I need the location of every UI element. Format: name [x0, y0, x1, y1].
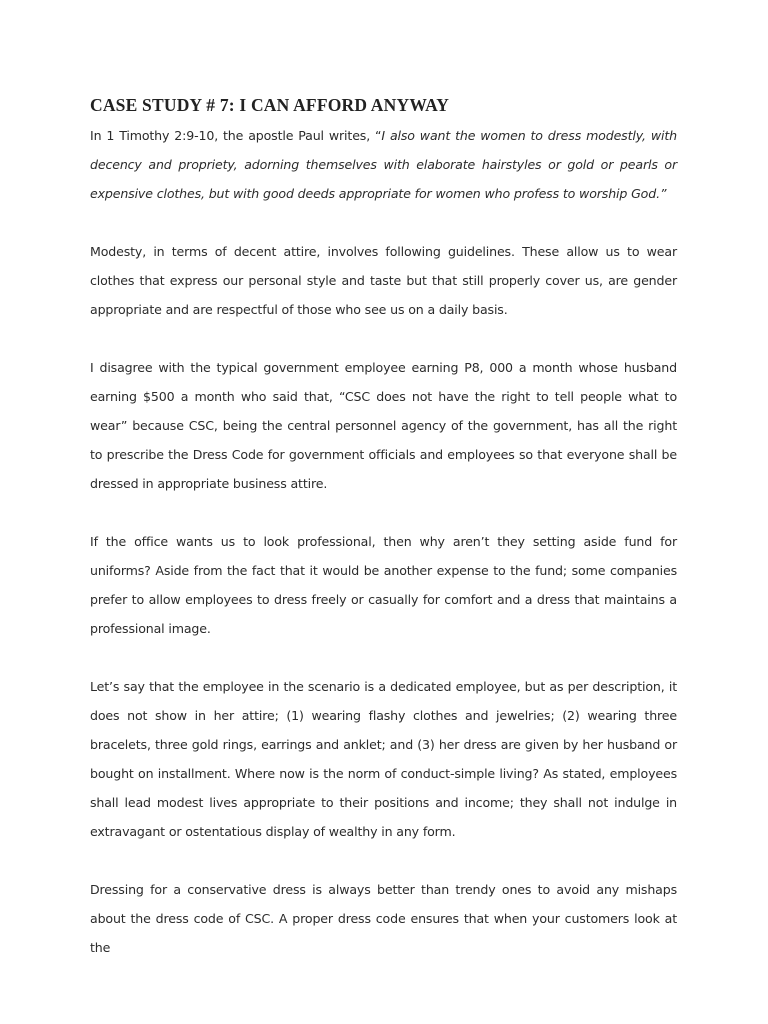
body-paragraph-modesty: Modesty, in terms of decent attire, involves following guidelines. These allow us to wear clothes that express our personal style and taste but that still properly cover us, are gender appropriate and are respectful of those who see us on a daily basis.: [90, 244, 677, 317]
intro-paragraph: [90, 121, 677, 208]
page-title: CASE STUDY # 7: I CAN AFFORD ANYWAY: [90, 95, 450, 115]
document-page: [90, 92, 677, 962]
body-paragraph-uniforms: If the office wants us to look professional, then why aren’t they setting aside fund for uniforms? Aside from the fact that it would be another expense to the fund; some companies prefer to allow employees to dress freely or casually for comfort and a dress that maintains a professional image.: [90, 534, 677, 636]
body-paragraph-conservative: Dressing for a conservative dress is always better than trendy ones to avoid any mishaps about the dress code of CSC. A proper dress code ensures that when your customers look at the: [90, 882, 677, 955]
bible-quote: I also want the women to dress modestly, with decency and propriety, adorning themselves with elaborate hairstyles or gold or pearls or expensive clothes, but with good deeds appropriate for women who profess to worship God.”: [90, 128, 677, 201]
body-paragraph-scenario: Let’s say that the employee in the scenario is a dedicated employee, but as per description, it does not show in her attire; (1) wearing flashy clothes and jewelries; (2) wearing three bracelets, three gold rings, earrings and anklet; and (3) her dress are given by her husband or bought on installment. Where now is the norm of conduct-simple living? As stated, employees shall lead modest lives appropriate to their positions and income; they shall not indulge in extravagant or ostentatious display of wealthy in any form.: [90, 679, 677, 839]
body-paragraph-disagree: I disagree with the typical government employee earning P8, 000 a month whose husband earning $500 a month who said that, “CSC does not have the right to tell people what to wear” because CSC, being the central personnel agency of the government, has all the right to prescribe the Dress Code for government officials and employees so that everyone shall be dressed in appropriate business attire.: [90, 360, 677, 491]
intro-lead: In 1 Timothy 2:9-10, the apostle Paul writes, “: [90, 128, 382, 143]
